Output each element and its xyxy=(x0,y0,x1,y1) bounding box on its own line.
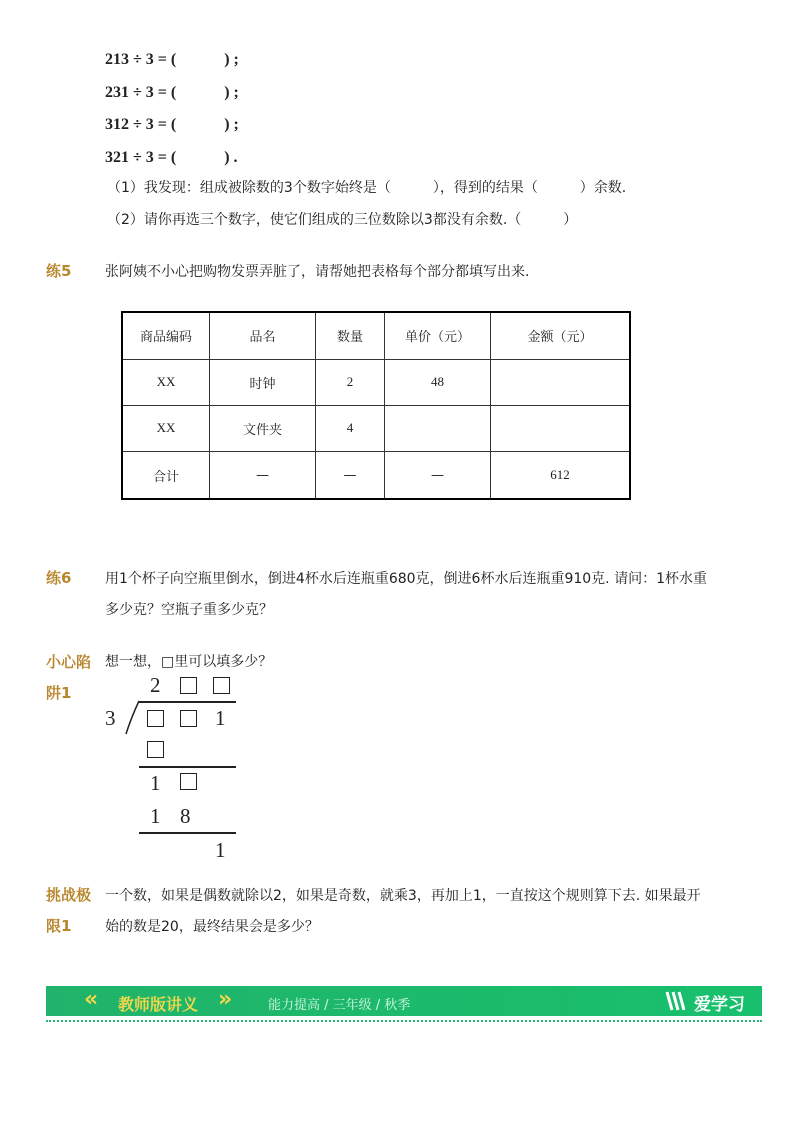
challenge-line-1: 一个数，如果是偶数就除以2，如果是奇数，就乘3，再加上1，一直按这个规则算下去. 如果最开 xyxy=(105,888,701,904)
table-header-cell: 数量 xyxy=(316,312,385,359)
division-bracket xyxy=(124,700,142,736)
blank-box xyxy=(180,677,197,694)
remainder: 1 xyxy=(215,838,226,862)
division-bar xyxy=(139,701,236,703)
division-line xyxy=(139,766,236,768)
brand-name: 爱学习 xyxy=(694,995,745,1015)
dividend-digit: 1 xyxy=(215,706,226,730)
table-row xyxy=(122,405,630,451)
exercise-6-label: 练6 xyxy=(46,569,72,587)
table-cell: — xyxy=(316,452,385,499)
table-cell: 612 xyxy=(491,452,631,499)
exercise-6-line-1: 用1个杯子向空瓶里倒水，倒进4杯水后连瓶重680克，倒进6杯水后连瓶重910克. 请问：1杯水重 xyxy=(105,571,707,587)
table-cell: 文件夹 xyxy=(210,405,316,451)
equation-2: 231 ÷ 3 = ( ) ; xyxy=(105,84,239,101)
exercise-6-line-2: 多少克？空瓶子重多少克？ xyxy=(105,602,273,618)
table-header-cell: 品名 xyxy=(210,312,316,359)
footer-title: 教师版讲义 xyxy=(118,995,199,1014)
table-cell: XX xyxy=(122,405,210,451)
trap-label-2: 阱1 xyxy=(46,684,72,702)
blank-box xyxy=(180,773,197,790)
trap-label-1: 小心陷 xyxy=(46,653,92,671)
table-cell xyxy=(385,405,491,451)
footer-banner xyxy=(46,986,762,1016)
table-cell: — xyxy=(210,452,316,499)
table-cell: 4 xyxy=(316,405,385,451)
chevron-left-icon: « xyxy=(84,987,99,1012)
exercise-5-text: 张阿姨不小心把购物发票弄脏了，请帮她把表格每个部分都填写出来. xyxy=(105,264,530,280)
question-2: （2）请你再选三个数字，使它们组成的三位数除以3都没有余数.（ ） xyxy=(107,212,578,228)
blank-box xyxy=(147,710,164,727)
table-header-cell: 金额（元） xyxy=(491,312,631,359)
blank-box xyxy=(180,710,197,727)
step-digit: 1 xyxy=(150,771,161,795)
division-line xyxy=(139,832,236,834)
brand-logo-icon xyxy=(664,988,690,1012)
table-row xyxy=(122,359,630,405)
trap-text: 想一想，□里可以填多少？ xyxy=(105,654,273,670)
table-cell xyxy=(491,405,631,451)
challenge-label-1: 挑战极 xyxy=(46,886,92,904)
equation-3: 312 ÷ 3 = ( ) ; xyxy=(105,116,239,133)
blank-box xyxy=(147,741,164,758)
table-cell: 时钟 xyxy=(210,359,316,405)
table-header-cell: 单价（元） xyxy=(385,312,491,359)
equation-4: 321 ÷ 3 = ( ) . xyxy=(105,149,238,166)
exercise-5-label: 练5 xyxy=(46,262,72,280)
table-cell: XX xyxy=(122,359,210,405)
footer-divider xyxy=(46,1020,762,1022)
table-cell xyxy=(491,359,631,405)
table-cell: 2 xyxy=(316,359,385,405)
table-cell: — xyxy=(385,452,491,499)
table-cell: 48 xyxy=(385,359,491,405)
step-digit: 8 xyxy=(180,804,191,828)
invoice-table xyxy=(121,311,631,500)
question-1: （1）我发现：组成被除数的3个数字始终是（ ），得到的结果（ ）余数. xyxy=(107,180,627,196)
table-total-row xyxy=(122,452,630,499)
challenge-line-2: 始的数是20，最终结果会是多少？ xyxy=(105,919,319,935)
table-cell: 合计 xyxy=(122,452,210,499)
table-header-cell: 商品编码 xyxy=(122,312,210,359)
table-header-row xyxy=(122,312,630,359)
chevron-right-icon: » xyxy=(218,987,233,1012)
blank-box xyxy=(213,677,230,694)
divisor: 3 xyxy=(105,706,116,730)
footer-subtitle: 能力提高 / 三年级 / 秋季 xyxy=(268,998,411,1013)
quotient-digit: 2 xyxy=(150,673,161,697)
challenge-label-2: 限1 xyxy=(46,917,72,935)
equation-1: 213 ÷ 3 = ( ) ; xyxy=(105,51,239,68)
step-digit: 1 xyxy=(150,804,161,828)
